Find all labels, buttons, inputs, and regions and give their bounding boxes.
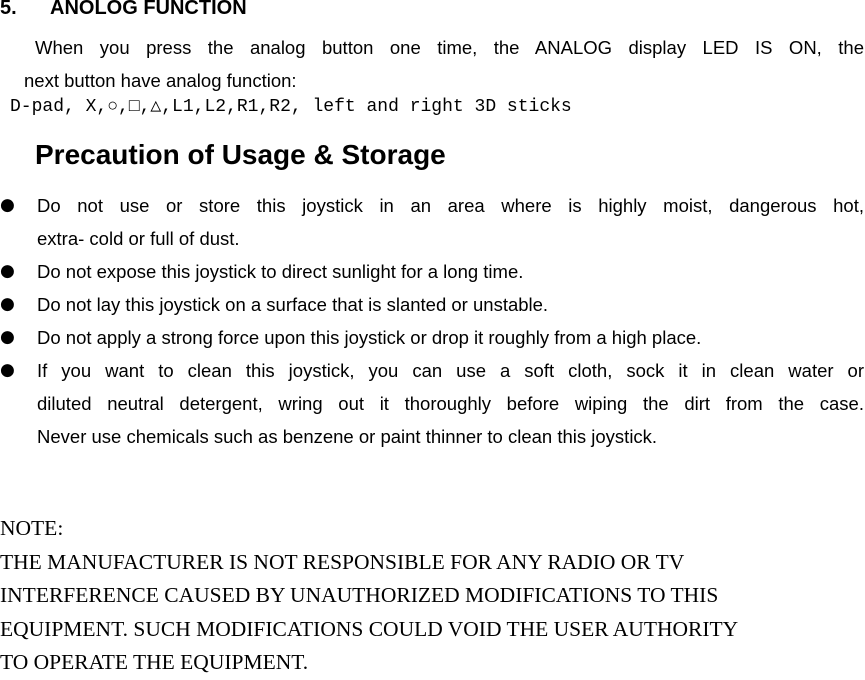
list-item: [0, 288, 864, 321]
note-line: INTERFERENCE CAUSED BY UNAUTHORIZED MODIFICATIONS TO THIS: [0, 583, 719, 607]
list-item-text: [37, 255, 864, 288]
bullet-icon: ●: [0, 195, 15, 215]
list-item-text: [37, 288, 864, 321]
precaution-list: [0, 189, 865, 453]
analog-buttons-list: D-pad, X,○,□,△,L1,L2,R1,R2, left and right 3D sticks: [10, 97, 572, 117]
note-line: EQUIPMENT. SUCH MODIFICATIONS COULD VOID THE USER AUTHORITY: [0, 616, 739, 641]
list-item: [0, 255, 864, 288]
list-item: [0, 354, 864, 453]
section-number: 5.: [0, 0, 17, 19]
list-item: [0, 189, 864, 255]
list-item: [0, 321, 864, 354]
precaution-heading: Precaution of Usage & Storage: [35, 139, 446, 170]
note-line: THE MANUFACTURER IS NOT RESPONSIBLE FOR ANY RADIO OR TV: [0, 549, 685, 574]
list-item-text: [37, 321, 864, 354]
note-label: NOTE:: [0, 516, 64, 540]
bullet-icon: ●: [0, 327, 15, 347]
list-item-line: Do not expose this joystick to direct sunlight for a long time.: [37, 261, 524, 282]
note-line: TO OPERATE THE EQUIPMENT.: [0, 650, 309, 674]
list-item-line: extra- cold or full of dust.: [37, 228, 240, 249]
analog-paragraph-line-2: next button have analog function:: [24, 70, 297, 91]
bullet-icon: ●: [0, 261, 15, 281]
list-item-text: [37, 354, 864, 453]
list-item-line: Never use chemicals such as benzene or paint thinner to clean this joystick.: [37, 426, 658, 447]
list-item-line: If you want to clean this joystick, you can use a soft cloth, sock it in clean water or: [37, 360, 864, 381]
bullet-icon: ●: [0, 294, 15, 314]
bullet-icon: ●: [0, 360, 15, 380]
section-title: ANOLOG FUNCTION: [50, 0, 247, 19]
fcc-note: [0, 512, 865, 680]
list-item-line: diluted neutral detergent, wring out it thoroughly before wiping the dirt from the case.: [37, 393, 864, 414]
list-item-line: Do not apply a strong force upon this joystick or drop it roughly from a high place.: [37, 327, 702, 348]
list-item-text: [37, 189, 864, 255]
analog-paragraph: [24, 31, 864, 97]
list-item-line: Do not use or store this joystick in an area where is highly moist, dangerous hot,: [37, 195, 864, 216]
list-item-line: Do not lay this joystick on a surface that is slanted or unstable.: [37, 294, 549, 315]
analog-paragraph-line-1: When you press the analog button one time, the ANALOG display LED IS ON, the: [35, 37, 864, 58]
